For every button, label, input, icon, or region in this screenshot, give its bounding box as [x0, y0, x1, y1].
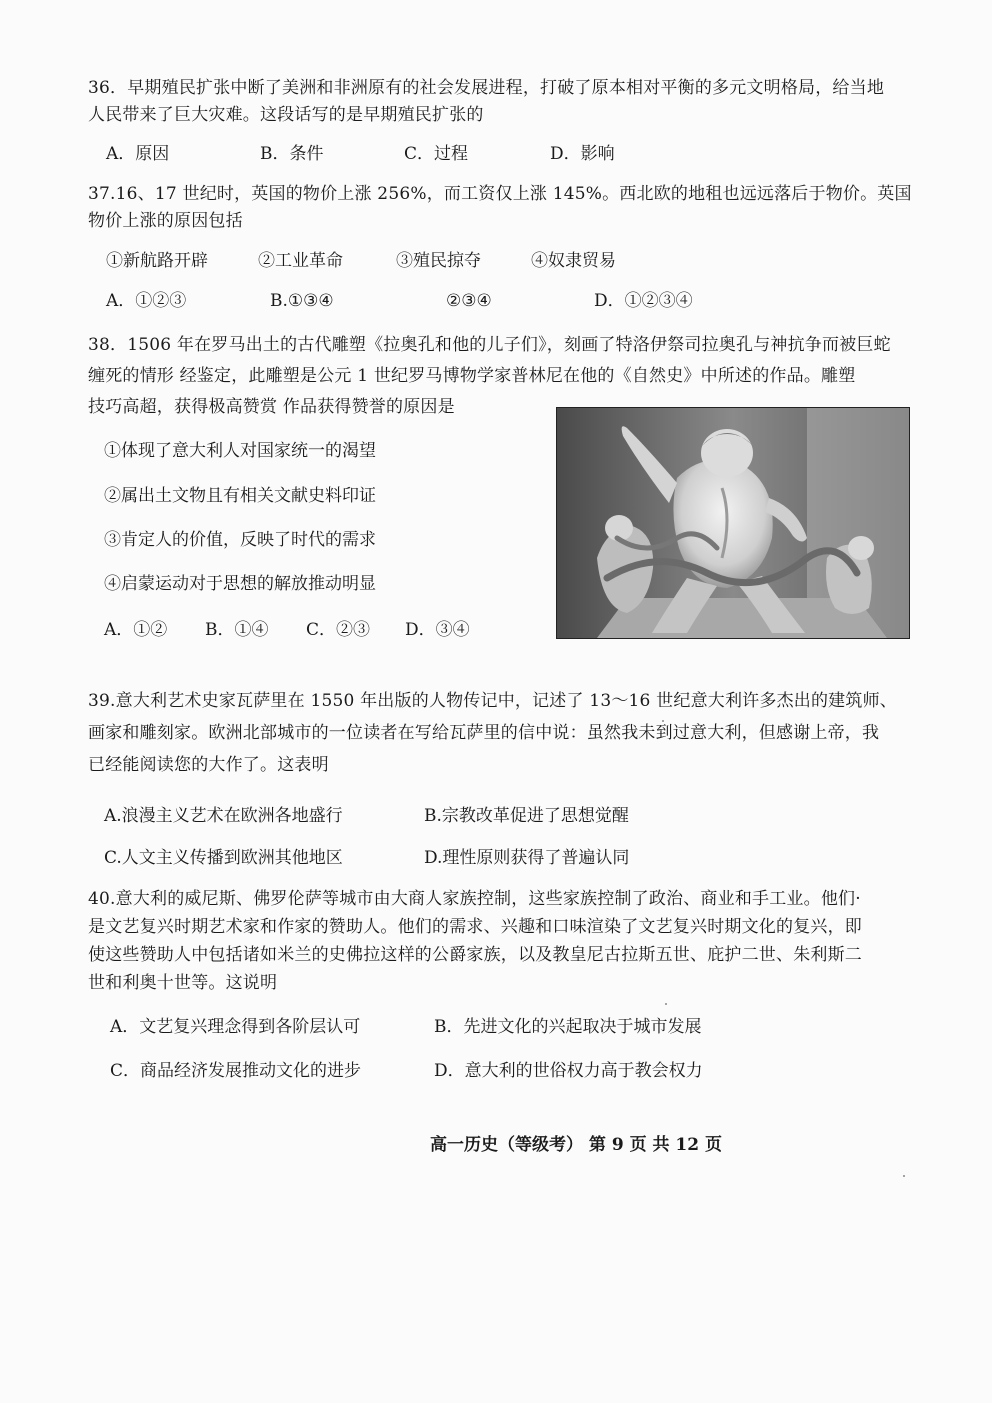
- q37-option-d: D．①②③④: [594, 291, 693, 311]
- q38-stem-line-3: 技巧高超，获得极高赞赏 作品获得赞誉的原因是: [88, 397, 455, 417]
- q38-item-4: ④启蒙运动对于思想的解放推动明显: [104, 574, 376, 594]
- q38-item-1: ①体现了意大利人对国家统一的渴望: [104, 441, 376, 461]
- q40-option-a: A．文艺复兴理念得到各阶层认可: [110, 1017, 361, 1037]
- q37-item-3: ③殖民掠夺: [396, 251, 481, 271]
- q37-item-4: ④奴隶贸易: [531, 251, 616, 271]
- q39-stem-line-3: 已经能阅读您的大作了。这表明: [88, 755, 329, 775]
- q38-option-a: A．①②: [104, 620, 168, 640]
- q39-option-b: B.宗教改革促进了思想觉醒: [424, 806, 629, 826]
- page-footer: 高一历史（等级考） 第 9 页 共 12 页: [430, 1135, 722, 1155]
- q38-stem-line-1: 38．1506 年在罗马出土的古代雕塑《拉奥孔和他的儿子们》，刻画了特洛伊祭司拉奥孔与神抗争而被巨蛇: [88, 335, 891, 355]
- scan-speck: [662, 720, 664, 722]
- q38-item-3: ③肯定人的价值，反映了时代的需求: [104, 530, 376, 550]
- q39-option-c: C.人文主义传播到欧洲其他地区: [104, 848, 343, 868]
- q37-item-1: ①新航路开辟: [106, 251, 208, 271]
- q40-option-d: D．意大利的世俗权力高于教会权力: [434, 1061, 703, 1081]
- q37-option-c: ②③④: [446, 291, 492, 311]
- q38-option-c: C．②③: [306, 620, 371, 640]
- sculpture-illustration: [557, 408, 909, 638]
- scan-speck: [903, 1175, 905, 1177]
- q40-stem-line-1: 40.意大利的威尼斯、佛罗伦萨等城市由大商人家族控制，这些家族控制了政治、商业和手工业。他们·: [88, 889, 861, 909]
- q38-stem-line-2: 缠死的情形 经鉴定，此雕塑是公元 1 世纪罗马博物学家普林尼在他的《自然史》中所述的作品。雕塑: [88, 366, 856, 386]
- q40-option-c: C．商品经济发展推动文化的进步: [110, 1061, 362, 1081]
- q37-option-a: A．①②③: [106, 291, 187, 311]
- q39-stem-line-2: 画家和雕刻家。欧洲北部城市的一位读者在写给瓦萨里的信中说：虽然我未到过意大利，但感谢上帝，我: [88, 723, 880, 743]
- q37-stem-line-1: 37.16、17 世纪时，英国的物价上涨 256%，而工资仅上涨 145%。西北欧的地租也远远落后于物价。英国: [88, 184, 912, 204]
- q37-item-2: ②工业革命: [258, 251, 343, 271]
- q39-stem-line-1: 39.意大利艺术史家瓦萨里在 1550 年出版的人物传记中，记述了 13～16 世纪意大利许多杰出的建筑师、: [88, 691, 897, 711]
- q38-option-b: B．①④: [205, 620, 269, 640]
- q38-option-d: D．③④: [405, 620, 470, 640]
- q37-stem-line-2: 物价上涨的原因包括: [88, 211, 243, 231]
- q36-option-b: B．条件: [260, 144, 324, 164]
- q36-stem-line-1: 36．早期殖民扩张中断了美洲和非洲原有的社会发展进程，打破了原本相对平衡的多元文明格局，给当地: [88, 78, 885, 98]
- q36-stem-line-2: 人民带来了巨大灾难。这段话写的是早期殖民扩张的: [88, 105, 484, 125]
- q40-stem-line-2: 是文艺复兴时期艺术家和作家的赞助人。他们的需求、兴趣和口味渲染了文艺复兴时期文化的复兴，即: [88, 917, 862, 937]
- q36-option-c: C．过程: [404, 144, 469, 164]
- laocoon-sculpture-photo: [556, 407, 910, 639]
- scan-speck: [665, 1003, 667, 1005]
- q40-stem-line-3: 使这些赞助人中包括诸如米兰的史佛拉这样的公爵家族，以及教皇尼古拉斯五世、庇护二世、朱利斯二: [88, 945, 862, 965]
- q38-item-2: ②属出土文物且有相关文献史料印证: [104, 486, 376, 506]
- q36-option-d: D．影响: [550, 144, 615, 164]
- q40-stem-line-4: 世和利奥十世等。这说明: [88, 973, 278, 993]
- q37-option-b: B.①③④: [270, 291, 334, 311]
- q36-option-a: A．原因: [106, 144, 170, 164]
- q40-option-b: B．先进文化的兴起取决于城市发展: [434, 1017, 702, 1037]
- q39-option-d: D.理性原则获得了普遍认同: [424, 848, 630, 868]
- q39-option-a: A.浪漫主义艺术在欧洲各地盛行: [104, 806, 343, 826]
